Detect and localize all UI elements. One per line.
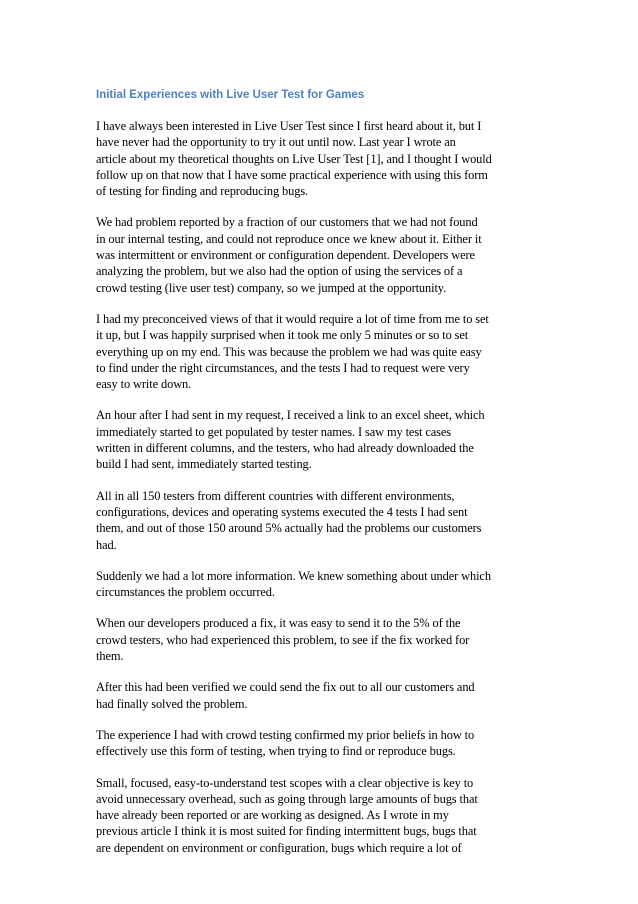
- text-line: previous article I think it is most suited for finding intermittent bugs, bugs that: [96, 824, 477, 839]
- paragraph-container: [96, 118, 548, 856]
- paragraph: [96, 568, 548, 601]
- text-line: analyzing the problem, but we also had the option of using the services of a: [96, 264, 463, 279]
- text-line: follow up on that now that I have some practical experience with using this form: [96, 167, 488, 182]
- paragraph: [96, 118, 548, 199]
- text-line: Suddenly we had a lot more information. We knew something about under which: [96, 568, 491, 583]
- text-line: it up, but I was happily surprised when it took me only 5 minutes or so to set: [96, 328, 469, 343]
- text-line: have already been reported or are working as designed. As I wrote in my: [96, 808, 449, 823]
- text-line: When our developers produced a fix, it was easy to send it to the 5% of the: [96, 616, 461, 631]
- paragraph: [96, 615, 548, 664]
- text-line: to find under the right circumstances, and the tests I had to request were very: [96, 360, 470, 375]
- paragraph: [96, 679, 548, 712]
- text-line: had.: [96, 537, 117, 552]
- text-line: crowd testers, who had experienced this problem, to see if the fix worked for: [96, 632, 470, 647]
- document-body: [96, 88, 548, 871]
- text-line: of testing for finding and reproducing bugs.: [96, 184, 309, 199]
- document-title: Initial Experiences with Live User Test for Games: [96, 89, 365, 101]
- text-line: Small, focused, easy-to-understand test scopes with a clear objective is key to: [96, 775, 474, 790]
- text-line: After this had been verified we could send the fix out to all our customers and: [96, 680, 475, 695]
- text-line: The experience I had with crowd testing confirmed my prior beliefs in how to: [96, 727, 475, 742]
- text-line: crowd testing (live user test) company, so we jumped at the opportunity.: [96, 280, 447, 295]
- text-line: written in different columns, and the testers, who had already downloaded the: [96, 441, 474, 456]
- paragraph: [96, 214, 548, 295]
- text-line: them, and out of those 150 around 5% actually had the problems our customers: [96, 521, 482, 536]
- text-line: was intermittent or environment or configuration dependent. Developers were: [96, 248, 475, 263]
- paragraph: [96, 407, 548, 472]
- text-line: We had problem reported by a fraction of our customers that we had not found: [96, 215, 478, 230]
- text-line: build I had sent, immediately started testing.: [96, 457, 312, 472]
- paragraph: [96, 727, 548, 760]
- text-line: immediately started to get populated by tester names. I saw my test cases: [96, 424, 452, 439]
- text-line: article about my theoretical thoughts on Live User Test [1], and I thought I would: [96, 151, 492, 166]
- text-line: had finally solved the problem.: [96, 696, 248, 711]
- text-line: All in all 150 testers from different countries with different environments,: [96, 488, 455, 503]
- paragraph: [96, 488, 548, 553]
- text-line: them.: [96, 649, 124, 664]
- text-line: are dependent on environment or configuration, bugs which require a lot of: [96, 840, 462, 855]
- paragraph: [96, 311, 548, 392]
- text-line: have never had the opportunity to try it out until now. Last year I wrote an: [96, 135, 456, 150]
- text-line: configurations, devices and operating systems executed the 4 tests I had sent: [96, 504, 468, 519]
- text-line: easy to write down.: [96, 377, 192, 392]
- text-line: An hour after I had sent in my request, I received a link to an excel sheet, which: [96, 408, 485, 423]
- text-line: I have always been interested in Live User Test since I first heard about it, but I: [96, 119, 482, 133]
- text-line: I had my preconceived views of that it would require a lot of time from me to set: [96, 311, 489, 326]
- text-line: effectively use this form of testing, when trying to find or reproduce bugs.: [96, 744, 456, 759]
- text-line: circumstances the problem occurred.: [96, 585, 275, 600]
- text-line: everything up on my end. This was because the problem we had was quite easy: [96, 344, 482, 359]
- text-line: avoid unnecessary overhead, such as going through large amounts of bugs that: [96, 791, 478, 806]
- text-line: in our internal testing, and could not reproduce once we knew about it. Either it: [96, 231, 482, 246]
- paragraph: [96, 775, 548, 856]
